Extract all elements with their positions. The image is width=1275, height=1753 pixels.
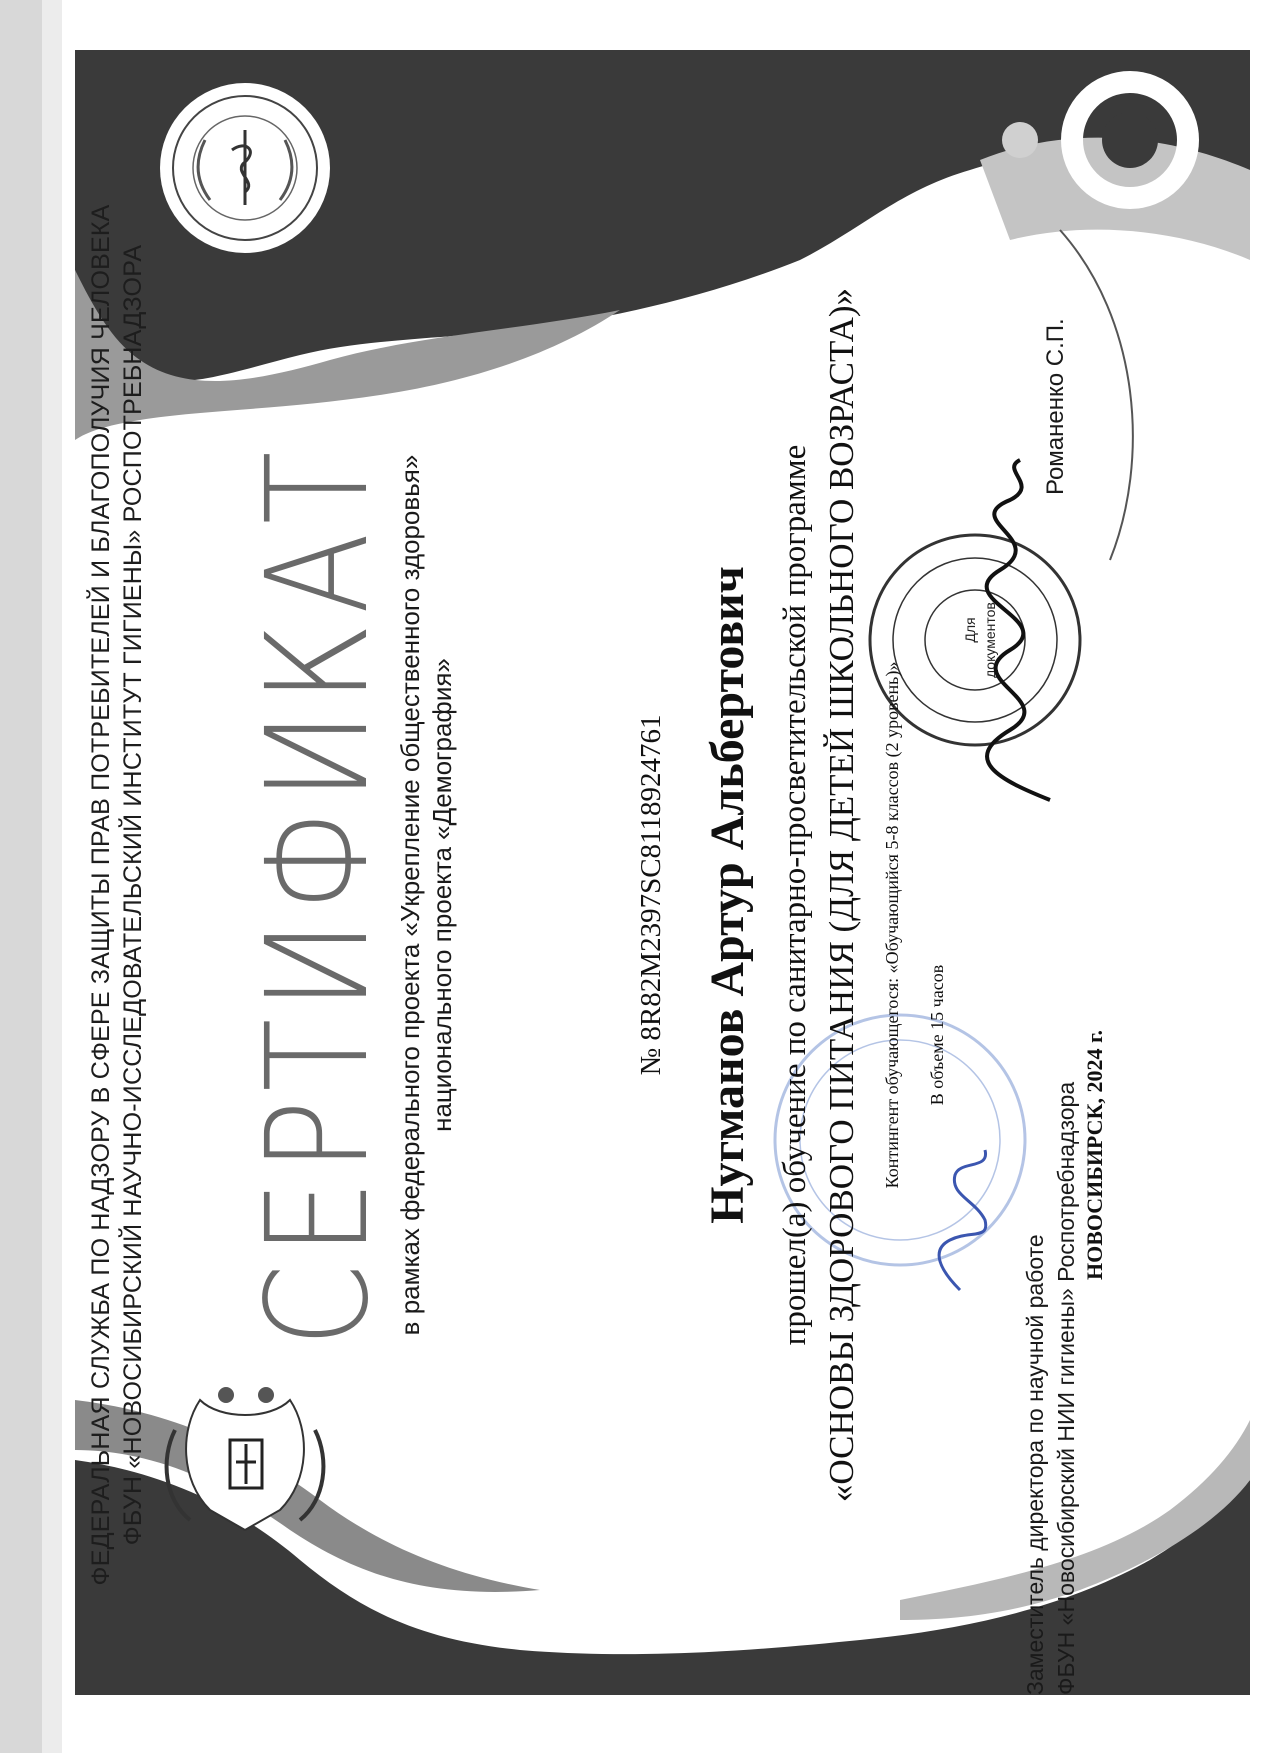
header-line-2: ФБУН «НОВОСИБИРСКИЙ НАУЧНО-ИССЛЕДОВАТЕЛЬСКИЙ ИНСТИТУТ ГИГИЕНЫ» РОСПОТРЕБНАДЗОРА — [119, 244, 147, 1546]
stamp-center-text-2: документов — [982, 602, 998, 678]
stamp-center-text-1: Для — [962, 617, 978, 643]
city-year: НОВОСИБИРСК, 2024 г. — [1082, 1030, 1107, 1280]
completed-text: прошел(а) обучение по санитарно-просветительской программе — [777, 444, 813, 1346]
subtitle-line-2: национального проекта «Демография» — [427, 658, 457, 1132]
program-name: «ОСНОВЫ ЗДОРОВОГО ПИТАНИЯ (ДЛЯ ДЕТЕЙ ШКОЛЬНОГО ВОЗРАСТА)» — [822, 287, 861, 1503]
volume-text: В объеме 15 часов — [927, 964, 947, 1106]
certificate-content — [87, 95, 1197, 1695]
signer-position-line-2: ФБУН «Новосибирский НИИ гигиены» Роспотребнадзора — [1053, 1081, 1079, 1695]
scan-noise-strip — [0, 0, 42, 1753]
signer-position-line-1: Заместитель директора по научной работе — [1022, 1234, 1048, 1695]
header-line-1: ФЕДЕРАЛЬНАЯ СЛУЖБА ПО НАДЗОРУ В СФЕРЕ ЗАЩИТЫ ПРАВ ПОТРЕБИТЕЛЕЙ И БЛАГОПОЛУЧИЯ ЧЕЛОВЕКА — [87, 204, 115, 1586]
signer-name: Романенко С.П. — [1042, 318, 1069, 495]
certificate-title: СЕРТИФИКАТ — [237, 442, 400, 1348]
contingent-text: Контингент обучающегося: «Обучающийся 5-8 классов (2 уровень)» — [882, 661, 902, 1189]
certificate-number: № 8R82M2397SC8118924761 — [635, 714, 667, 1076]
subtitle-line-1: в рамках федерального проекта «Укрепление общественного здоровья» — [395, 454, 425, 1336]
recipient-name: Нугманов Артур Альбертович — [701, 566, 754, 1224]
scan-noise-edge — [42, 0, 62, 1753]
